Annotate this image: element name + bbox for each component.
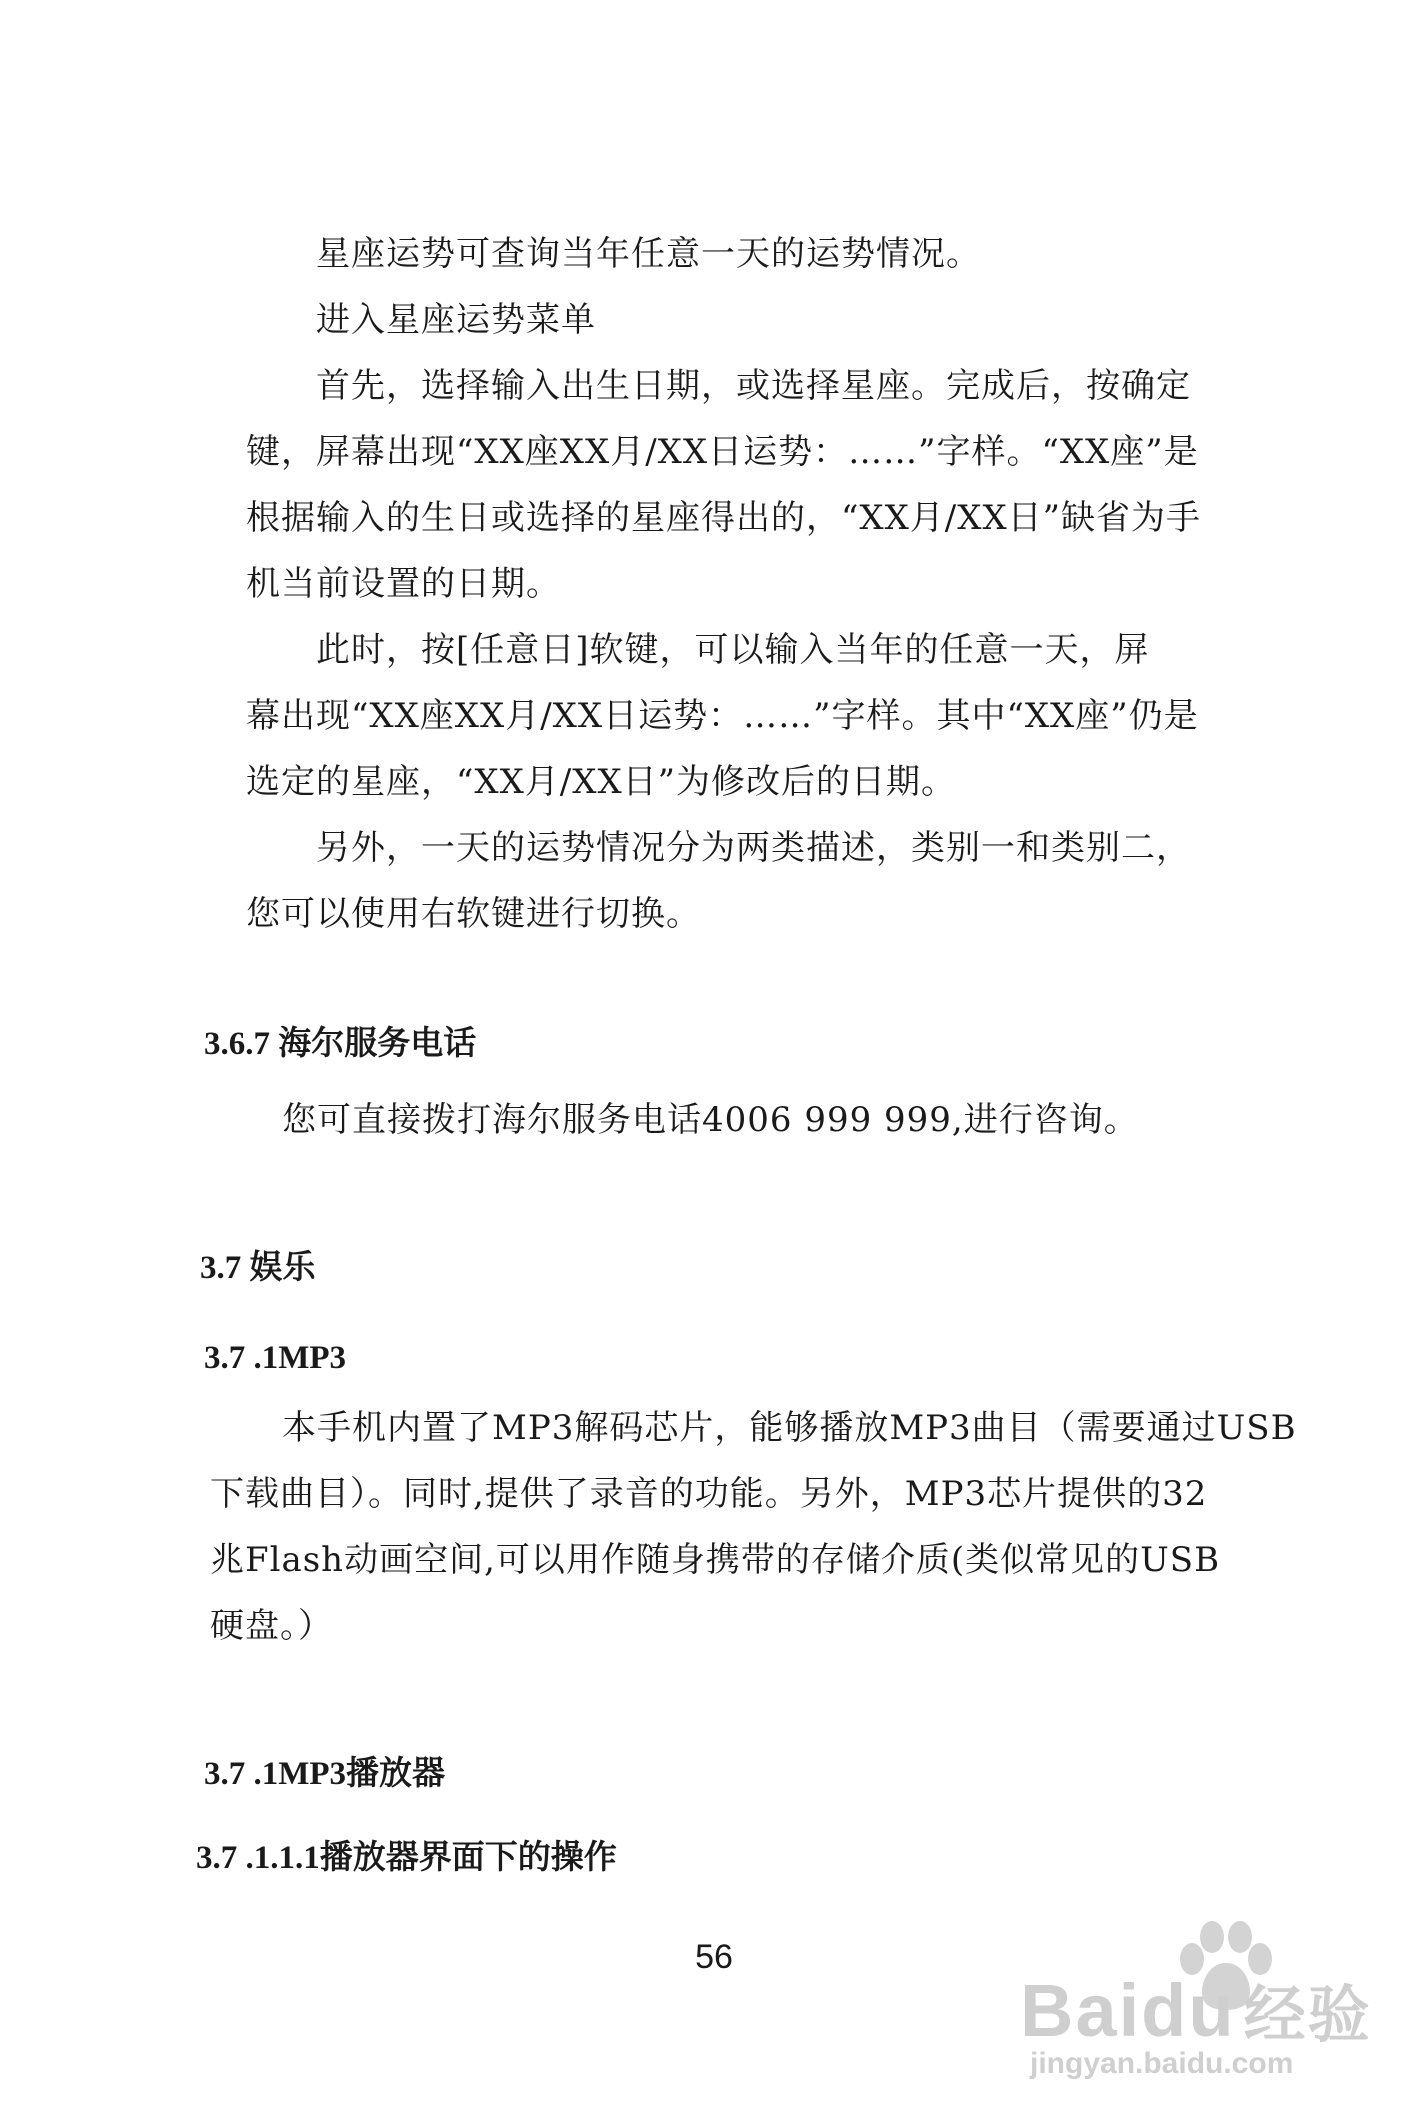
baidu-logo-text: Baidu 经验: [1020, 1969, 1372, 2052]
section-heading-service-phone: 3.6.7 海尔服务电话: [204, 1026, 477, 1062]
paragraph-line: 选定的星座，“XX月/XX日”为修改后的日期。: [246, 762, 957, 802]
baidu-jingyan-watermark: [1020, 1915, 1400, 2085]
paragraph-line: 此时，按[任意日]软键，可以输入当年的任意一天，屏: [316, 630, 1150, 670]
mp3-paragraph-line: 兆Flash动画空间,可以用作随身携带的存储介质(类似常见的USB: [210, 1540, 1221, 1580]
section-heading-mp3-player: 3.7 .1MP3播放器: [204, 1756, 446, 1792]
paragraph-line: 根据输入的生日或选择的星座得出的，“XX月/XX日”缺省为手: [246, 498, 1202, 538]
section-heading-mp3: 3.7 .1MP3: [204, 1340, 347, 1376]
paragraph-line: 进入星座运势菜单: [316, 300, 596, 340]
paragraph-line: 星座运势可查询当年任意一天的运势情况。: [316, 234, 981, 274]
paragraph-line: 机当前设置的日期。: [246, 564, 561, 604]
mp3-paragraph-line: 本手机内置了MP3解码芯片，能够播放MP3曲目（需要通过USB: [282, 1408, 1297, 1448]
section-heading-entertainment: 3.7 娱乐: [200, 1250, 316, 1286]
section-heading-player-operations: 3.7 .1.1.1播放器界面下的操作: [196, 1840, 617, 1876]
mp3-paragraph-line: 下载曲目）。同时,提供了录音的功能。另外，MP3芯片提供的32: [210, 1474, 1208, 1514]
mp3-paragraph-line: 硬盘。）: [210, 1606, 333, 1646]
service-phone-text: 您可直接拨打海尔服务电话4006 999 999,进行咨询。: [282, 1100, 1139, 1140]
paragraph-line: 键，屏幕出现“XX座XX月/XX日运势：……”字样。“XX座”是: [246, 432, 1199, 472]
paragraph-line: 另外，一天的运势情况分为两类描述，类别一和类别二，: [316, 828, 1191, 868]
paragraph-line: 您可以使用右软键进行切换。: [246, 894, 701, 934]
paragraph-line: 首先，选择输入出生日期，或选择星座。完成后，按确定: [316, 366, 1191, 406]
paragraph-line: 幕出现“XX座XX月/XX日运势：……”字样。其中“XX座”仍是: [246, 696, 1199, 736]
watermark-url: jingyan.baidu.com: [1030, 2047, 1294, 2080]
page-number: 56: [695, 1938, 733, 1976]
